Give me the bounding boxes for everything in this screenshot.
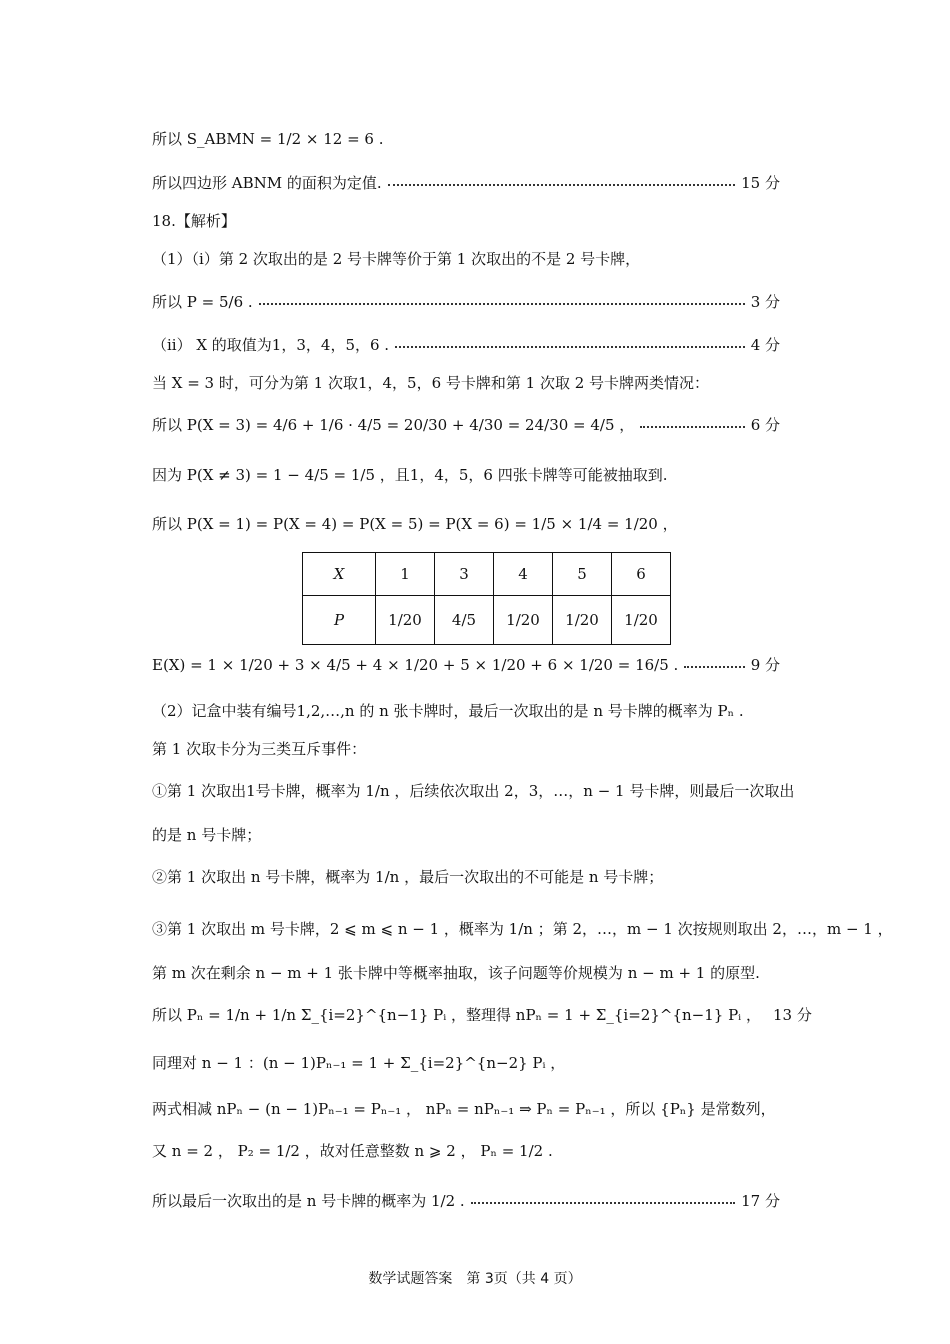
score-label: 13 分 bbox=[772, 1006, 812, 1024]
table-cell: 3 bbox=[435, 553, 494, 596]
line-text: 第 m 次在剩余 n − m + 1 张卡牌中等概率抽取，该子问题等价规模为 n − m + 1 的原型. bbox=[152, 964, 760, 982]
line-case-1 bbox=[152, 780, 795, 802]
line-case-1-cont bbox=[152, 824, 780, 846]
line-p2 bbox=[152, 1140, 780, 1162]
line-text: ①第 1 次取出1号卡牌，概率为 1/n ，后续依次取出 2，3，…，n − 1 号卡牌，则最后一次取出 bbox=[152, 782, 795, 800]
leader-dots bbox=[640, 426, 744, 428]
score-label: 15 分 bbox=[741, 174, 780, 192]
table-row bbox=[303, 596, 671, 645]
table-cell: 4 bbox=[494, 553, 553, 596]
table-cell: 1/20 bbox=[553, 596, 612, 645]
line-text: （1）（i）第 2 次取出的是 2 号卡牌等价于第 1 次取出的不是 2 号卡牌， bbox=[152, 250, 641, 268]
line-text: E(X) = 1 × 1/20 + 3 × 4/5 + 4 × 1/20 + 5 × 1/20 + 6 × 1/20 = 16/5 . bbox=[152, 656, 679, 674]
line-expectation bbox=[152, 654, 780, 676]
table-cell: 1/20 bbox=[612, 596, 671, 645]
line-text: 18.【解析】 bbox=[152, 212, 236, 230]
line-text: 所以 P = 5/6 . bbox=[152, 293, 253, 311]
table-cell: 1/20 bbox=[494, 596, 553, 645]
line-px-not3 bbox=[152, 464, 780, 486]
line-subtract bbox=[152, 1098, 780, 1120]
score-label: 4 分 bbox=[750, 336, 780, 354]
line-text: ③第 1 次取出 m 号卡牌，2 ⩽ m ⩽ n − 1 ，概率为 1/n ；第 2，…，m − 1 次按规则取出 2，…，m − 1 ， bbox=[152, 920, 893, 938]
table-cell: 1 bbox=[376, 553, 435, 596]
line-area-constant bbox=[152, 172, 780, 194]
line-text: 当 X = 3 时，可分为第 1 次取1，4，5，6 号卡牌和第 1 次取 2 号卡牌两类情况： bbox=[152, 374, 710, 392]
score-label: 17 分 bbox=[741, 1192, 780, 1210]
table-cell: 1/20 bbox=[376, 596, 435, 645]
line-pn-recurrence bbox=[152, 1004, 812, 1026]
leader-dots bbox=[471, 1202, 735, 1204]
line-text: ②第 1 次取出 n 号卡牌，概率为 1/n ，最后一次取出的不可能是 n 号卡牌； bbox=[152, 868, 664, 886]
table-cell: 4/5 bbox=[435, 596, 494, 645]
line-three-cases bbox=[152, 738, 780, 760]
leader-dots bbox=[259, 303, 745, 305]
line-text: 所以 Pₙ = 1/n + 1/n Σ_{i=2}^{n−1} Pᵢ ，整理得 nPₙ = 1 + Σ_{i=2}^{n−1} Pᵢ ， bbox=[152, 1006, 761, 1024]
line-n-minus-1 bbox=[152, 1052, 780, 1074]
line-text: 所以 P(X = 1) = P(X = 4) = P(X = 5) = P(X = 6) = 1/5 × 1/4 = 1/20 ， bbox=[152, 515, 678, 533]
table-cell: X bbox=[303, 553, 376, 596]
line-px3 bbox=[152, 414, 780, 436]
line-text: 因为 P(X ≠ 3) = 1 − 4/5 = 1/5 ，且1，4，5，6 四张卡牌等可能被抽取到. bbox=[152, 466, 668, 484]
leader-dots bbox=[684, 666, 744, 668]
table-cell: 5 bbox=[553, 553, 612, 596]
score-label: 9 分 bbox=[750, 656, 780, 674]
line-case-3-cont bbox=[152, 962, 780, 984]
score-label: 3 分 bbox=[750, 293, 780, 311]
line-part1-i bbox=[152, 248, 780, 270]
line-case-3 bbox=[152, 918, 893, 940]
leader-dots bbox=[395, 346, 745, 348]
line-text: 两式相减 nPₙ − (n − 1)Pₙ₋₁ = Pₙ₋₁ ， nPₙ = nPₙ₋₁ ⇒ Pₙ = Pₙ₋₁ ，所以 {Pₙ} 是常数列， bbox=[152, 1100, 776, 1118]
line-text: （2）记盒中装有编号1,2,…,n 的 n 张卡牌时，最后一次取出的是 n 号卡牌的概率为 Pₙ . bbox=[152, 702, 744, 720]
table-cell: 6 bbox=[612, 553, 671, 596]
line-text: 第 1 次取卡分为三类互斥事件： bbox=[152, 740, 367, 758]
section-heading-18 bbox=[152, 210, 780, 232]
distribution-table bbox=[302, 552, 671, 645]
table-cell: P bbox=[303, 596, 376, 645]
line-text: （ii） X 的取值为1，3，4，5，6 . bbox=[152, 336, 390, 354]
line-part1-ii bbox=[152, 334, 780, 356]
line-p-value bbox=[152, 291, 780, 313]
line-px-others bbox=[152, 513, 780, 535]
table-row bbox=[303, 553, 671, 596]
line-part2-intro bbox=[152, 700, 780, 722]
page-footer: 数学试题答案 第 3页（共 4 页） bbox=[368, 1271, 582, 1287]
line-case-x3 bbox=[152, 372, 780, 394]
leader-dots bbox=[388, 184, 735, 186]
line-area-result bbox=[152, 128, 780, 150]
line-text: 所以 S_ABMN = 1/2 × 12 = 6 . bbox=[152, 130, 384, 148]
line-text: 所以四边形 ABNM 的面积为定值. bbox=[152, 174, 382, 192]
line-text: 所以 P(X = 3) = 4/6 + 1/6 · 4/5 = 20/30 + 4/30 = 24/30 = 4/5 ， bbox=[152, 416, 635, 434]
line-text: 所以最后一次取出的是 n 号卡牌的概率为 1/2 . bbox=[152, 1192, 465, 1210]
line-final bbox=[152, 1190, 780, 1212]
line-text: 又 n = 2 ， P₂ = 1/2 ，故对任意整数 n ⩾ 2 ， Pₙ = 1/2 . bbox=[152, 1142, 553, 1160]
line-case-2 bbox=[152, 866, 780, 888]
line-text: 的是 n 号卡牌； bbox=[152, 826, 262, 844]
line-text: 同理对 n − 1 ：(n − 1)Pₙ₋₁ = 1 + Σ_{i=2}^{n−2} Pᵢ ， bbox=[152, 1054, 566, 1072]
score-label: 6 分 bbox=[750, 416, 780, 434]
